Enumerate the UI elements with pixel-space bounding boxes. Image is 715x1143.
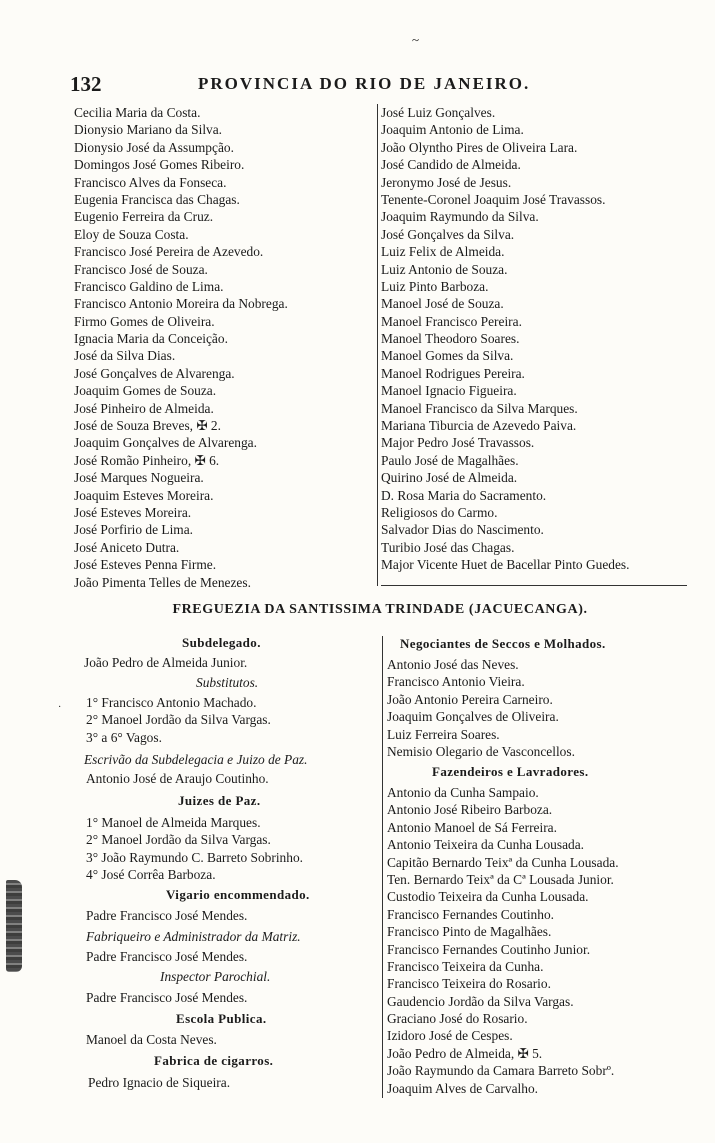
list-item: Mariana Tiburcia de Azevedo Paiva.: [381, 418, 577, 434]
list-item: Eloy de Souza Costa.: [74, 226, 189, 242]
list-item: Graciano José do Rosario.: [387, 1011, 528, 1027]
list-item: 4° José Corrêa Barboza.: [86, 867, 216, 883]
list-item: João Antonio Pereira Carneiro.: [387, 691, 553, 707]
list-item: Religiosos do Carmo.: [381, 504, 498, 520]
running-title: PROVINCIA DO RIO DE JANEIRO.: [198, 74, 531, 93]
list-item: Luiz Pinto Barboza.: [381, 278, 489, 294]
list-item: José Aniceto Dutra.: [74, 539, 180, 555]
list-item: José de Souza Breves, ✠ 2.: [74, 418, 221, 434]
list-item: João Pimenta Telles de Menezes.: [74, 574, 251, 590]
escola-name: Manoel da Costa Neves.: [86, 1032, 217, 1047]
list-item: 2° Manoel Jordão da Silva Vargas.: [86, 832, 271, 848]
list-item: Joaquim Antonio de Lima.: [381, 122, 524, 138]
list-item: Dionysio José da Assumpção.: [74, 139, 234, 155]
lower-column-rule: [382, 636, 383, 1098]
list-item: Joaquim Gonçalves de Oliveira.: [387, 709, 559, 725]
escrivao-name: Antonio José de Araujo Coutinho.: [86, 771, 269, 786]
page-number: 132: [70, 72, 102, 96]
list-item: Izidoro José de Cespes.: [387, 1028, 513, 1044]
list-item: Cecilia Maria da Costa.: [74, 105, 201, 120]
list-item: Firmo Gomes de Oliveira.: [74, 313, 215, 329]
list-item: Antonio Teixeira da Cunha Lousada.: [387, 837, 585, 853]
list-item: José da Silva Dias.: [74, 348, 176, 364]
list-item: Custodio Teixeira da Cunha Lousada.: [387, 889, 589, 905]
page-header: [70, 72, 690, 94]
list-item: Nemisio Olegario de Vasconcellos.: [387, 743, 575, 759]
top-column-rule: [377, 104, 378, 586]
list-item: José Gonçalves da Silva.: [381, 226, 515, 242]
list-item: 2° Manoel Jordão da Silva Vargas.: [86, 712, 271, 728]
list-item: Major Vicente Huet de Bacellar Pinto Guedes.: [381, 557, 630, 573]
list-item: Manoel Gomes da Silva.: [381, 348, 514, 364]
list-item: José Pinheiro de Almeida.: [74, 400, 214, 416]
list-item: 3° João Raymundo C. Barreto Sobrinho.: [86, 849, 303, 865]
list-item: Manoel Rodrigues Pereira.: [381, 365, 525, 381]
list-item: Joaquim Gonçalves de Alvarenga.: [74, 435, 257, 451]
fazendeiros-list: [387, 784, 619, 1097]
list-item: Manoel Theodoro Soares.: [381, 331, 520, 347]
list-item: Luiz Antonio de Souza.: [381, 261, 508, 277]
list-item: José Esteves Moreira.: [74, 504, 192, 520]
top-bottom-rule: [381, 585, 687, 586]
escrivao-heading: Escrivão da Subdelegacia e Juizo de Paz.: [84, 752, 308, 767]
list-item: Francisco Teixeira do Rosario.: [387, 976, 551, 992]
substitutos-list: [86, 694, 271, 746]
list-item: Joaquim Gomes de Souza.: [74, 383, 217, 399]
list-item: Luiz Felix de Almeida.: [381, 244, 505, 260]
list-item: Joaquim Raymundo da Silva.: [381, 209, 539, 225]
list-item: Paulo José de Magalhães.: [381, 452, 519, 468]
list-item: Luiz Ferreira Soares.: [387, 726, 500, 742]
top-left-list: [74, 104, 288, 591]
list-item: Salvador Dias do Nascimento.: [381, 522, 544, 538]
list-item: Francisco Fernandes Coutinho.: [387, 906, 554, 922]
list-item: Manoel José de Souza.: [381, 296, 504, 312]
list-item: Antonio José das Neves.: [387, 657, 519, 672]
list-item: Francisco Teixeira da Cunha.: [387, 958, 544, 974]
top-right-list: [381, 104, 629, 574]
scan-dot: ·: [58, 702, 62, 713]
list-item: Ten. Bernardo Teixª da Cª Lousada Junior.: [387, 871, 614, 887]
vigario-name: Padre Francisco José Mendes.: [86, 908, 248, 923]
list-item: Manoel Ignacio Figueira.: [381, 383, 517, 399]
list-item: Francisco Fernandes Coutinho Junior.: [387, 941, 591, 957]
fabrica-name: Pedro Ignacio de Siqueira.: [88, 1075, 231, 1090]
list-item: Jeronymo José de Jesus.: [381, 174, 512, 190]
list-item: Francisco Galdino de Lima.: [74, 278, 224, 294]
list-item: 1° Francisco Antonio Machado.: [86, 695, 257, 710]
list-item: Francisco Alves da Fonseca.: [74, 174, 227, 190]
fabrica-heading: Fabrica de cigarros.: [154, 1053, 274, 1068]
subdelegado-name: João Pedro de Almeida Junior.: [84, 655, 248, 670]
list-item: Manoel Francisco Pereira.: [381, 313, 522, 329]
list-item: D. Rosa Maria do Sacramento.: [381, 487, 547, 503]
scan-smudge: [6, 880, 22, 972]
inspector-name: Padre Francisco José Mendes.: [86, 990, 248, 1005]
list-item: Francisco Pinto de Magalhães.: [387, 924, 552, 940]
list-item: Antonio da Cunha Sampaio.: [387, 785, 539, 800]
list-item: José Gonçalves de Alvarenga.: [74, 365, 235, 381]
substitutos-heading: Substitutos.: [196, 675, 259, 690]
subdelegado-heading: Subdelegado.: [182, 635, 261, 650]
list-item: Turibio José das Chagas.: [381, 539, 515, 555]
list-item: João Pedro de Almeida, ✠ 5.: [387, 1045, 543, 1061]
list-item: Manoel Francisco da Silva Marques.: [381, 400, 578, 416]
list-item: Eugenia Francisca das Chagas.: [74, 191, 240, 207]
list-item: Eugenio Ferreira da Cruz.: [74, 209, 214, 225]
list-item: Major Pedro José Travassos.: [381, 435, 535, 451]
list-item: Gaudencio Jordão da Silva Vargas.: [387, 993, 574, 1009]
list-item: Francisco José Pereira de Azevedo.: [74, 244, 264, 260]
vigario-heading: Vigario encommendado.: [166, 887, 310, 902]
list-item: Antonio José Ribeiro Barboza.: [387, 802, 553, 818]
list-item: José Romão Pinheiro, ✠ 6.: [74, 452, 220, 468]
list-item: Francisco Antonio Moreira da Nobrega.: [74, 296, 288, 312]
list-item: Ignacia Maria da Conceição.: [74, 331, 228, 347]
list-item: Tenente-Coronel Joaquim José Travassos.: [381, 191, 606, 207]
list-item: José Luiz Gonçalves.: [381, 105, 496, 120]
list-item: José Porfirio de Lima.: [74, 522, 194, 538]
list-item: Domingos José Gomes Ribeiro.: [74, 157, 245, 173]
list-item: Joaquim Esteves Moreira.: [74, 487, 214, 503]
juizes-heading: Juizes de Paz.: [178, 793, 261, 808]
escola-heading: Escola Publica.: [176, 1011, 267, 1026]
fazendeiros-heading: Fazendeiros e Lavradores.: [432, 764, 589, 779]
inspector-heading: Inspector Parochial.: [160, 969, 271, 984]
fabriqueiro-heading: Fabriqueiro e Administrador da Matriz.: [86, 929, 301, 944]
page-mark: ~: [412, 32, 420, 47]
list-item: Joaquim Alves de Carvalho.: [387, 1080, 538, 1096]
list-item: Antonio Manoel de Sá Ferreira.: [387, 819, 557, 835]
list-item: José Esteves Penna Firme.: [74, 557, 217, 573]
list-item: João Olyntho Pires de Oliveira Lara.: [381, 139, 578, 155]
negociantes-list: [387, 656, 575, 760]
negociantes-heading: Negociantes de Seccos e Molhados.: [400, 636, 606, 651]
list-item: Francisco José de Souza.: [74, 261, 208, 277]
list-item: José Marques Nogueira.: [74, 470, 204, 486]
list-item: Quirino José de Almeida.: [381, 470, 518, 486]
list-item: 1° Manoel de Almeida Marques.: [86, 815, 261, 830]
section-title: FREGUEZIA DA SANTISSIMA TRINDADE (JACUECANGA).: [172, 602, 588, 617]
list-item: 3° a 6° Vagos.: [86, 729, 162, 745]
fabriqueiro-name: Padre Francisco José Mendes.: [86, 949, 248, 964]
list-item: Francisco Antonio Vieira.: [387, 674, 525, 690]
list-item: Dionysio Mariano da Silva.: [74, 122, 223, 138]
list-item: João Raymundo da Camara Barreto Sobrº.: [387, 1063, 615, 1079]
list-item: José Candido de Almeida.: [381, 157, 521, 173]
juizes-list: [86, 814, 303, 884]
list-item: Capitão Bernardo Teixª da Cunha Lousada.: [387, 854, 619, 870]
